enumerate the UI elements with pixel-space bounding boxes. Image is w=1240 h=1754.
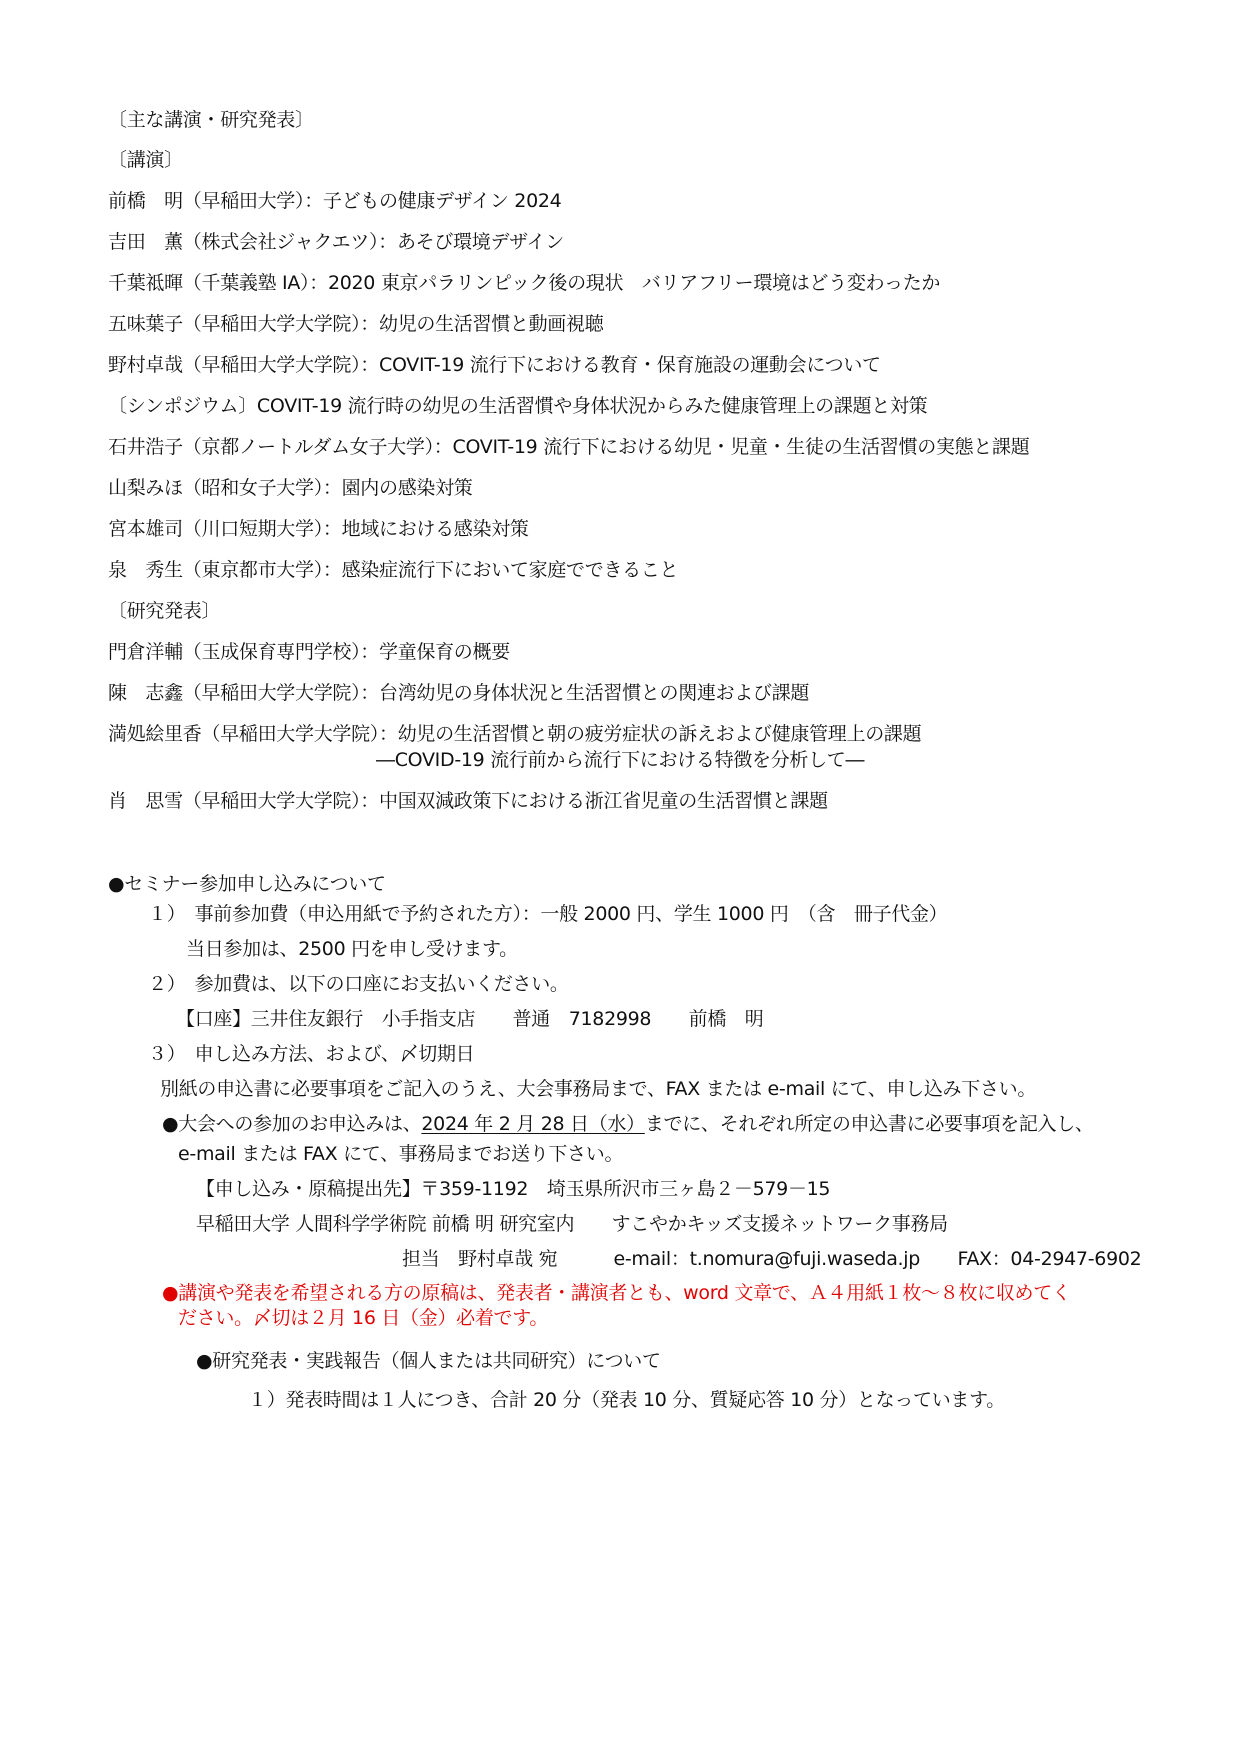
deadline-notice bbox=[162, 1112, 1094, 1136]
lecture-item: 前橋 明（早稲田大学）：子どもの健康デザイン 2024 bbox=[108, 190, 562, 212]
lecture-item: 吉田 薫（株式会社ジャクエツ）：あそび環境デザイン bbox=[108, 231, 564, 253]
research-item: 肖 思雪（早稲田大学大学院）：中国双減政策下における浙江省児童の生活習慣と課題 bbox=[108, 790, 828, 812]
bank-account: 【口座】三井住友銀行 小手指支店 普通 7182998 前橋 明 bbox=[176, 1008, 764, 1030]
manuscript-notice-line2: ださい。〆切は２月 16 日（金）必着です。 bbox=[178, 1307, 549, 1329]
symposium-talk: 石井浩子（京都ノートルダム女子大学）：COVIT-19 流行下における幼児・児童・生徒の生活習慣の実態と課題 bbox=[108, 436, 1030, 458]
seminar-item-1: １） 事前参加費（申込用紙で予約された方）：一般 2000 円、学生 1000 円 （含 冊子代金） bbox=[148, 903, 948, 925]
research-item-subtitle: ―COVID-19 流行前から流行下における特徴を分析して― bbox=[376, 749, 865, 771]
report-item-1: １）発表時間は１人につき、合計 20 分（発表 10 分、質疑応答 10 分）となっています。 bbox=[248, 1389, 1006, 1411]
seminar-item-2: ２） 参加費は、以下の口座にお支払いください。 bbox=[148, 973, 569, 995]
office-name: 早稲田大学 人間科学学術院 前橋 明 研究室内 すこやかキッズ支援ネットワーク事務局 bbox=[196, 1213, 948, 1235]
seminar-heading: ●セミナー参加申し込みについて bbox=[108, 873, 386, 895]
symposium-header: 〔シンポジウム〕COVIT-19 流行時の幼児の生活習慣や身体状況からみた健康管理上の課題と対策 bbox=[108, 395, 928, 417]
lecture-item: 五味葉子（早稲田大学大学院）：幼児の生活習慣と動画視聴 bbox=[108, 313, 604, 335]
symposium-talk: 宮本雄司（川口短期大学）：地域における感染対策 bbox=[108, 518, 529, 540]
research-header: 〔研究発表〕 bbox=[108, 600, 221, 622]
deadline-notice-line2: e-mail または FAX にて、事務局までお送り下さい。 bbox=[178, 1143, 624, 1165]
seminar-item-3-note: 別紙の申込書に必要事項をご記入のうえ、大会事務局まで、FAX または e-mail にて、申し込み下さい。 bbox=[160, 1078, 1037, 1100]
contact-info: 担当 野村卓哉 宛 e-mail：t.nomura@fuji.waseda.jp FAX：04-2947-6902 bbox=[402, 1248, 1142, 1270]
manuscript-notice: ●講演や発表を希望される方の原稿は、発表者・講演者とも、word 文章で、Ａ４用紙１枚～８枚に収めてく bbox=[162, 1282, 1071, 1304]
research-item: 陳 志鑫（早稲田大学大学院）：台湾幼児の身体状況と生活習慣との関連および課題 bbox=[108, 682, 810, 704]
main-section-header: 〔主な講演・研究発表〕 bbox=[108, 109, 314, 131]
report-heading: ●研究発表・実践報告（個人または共同研究）について bbox=[196, 1350, 661, 1372]
submission-address: 【申し込み・原稿提出先】〒359-1192 埼玉県所沢市三ヶ島２－579－15 bbox=[196, 1178, 831, 1200]
lecture-item: 千葉祗暉（千葉義塾 IA）：2020 東京パラリンピック後の現状 バリアフリー環境はどう変わったか bbox=[108, 272, 941, 294]
research-item: 門倉洋輔（玉成保育専門学校）：学童保育の概要 bbox=[108, 641, 510, 663]
deadline-prefix: ●大会への参加のお申込みは、 bbox=[162, 1113, 422, 1135]
lectures-header: 〔講演〕 bbox=[108, 149, 183, 171]
seminar-item-1-note: 当日参加は、2500 円を申し受けます。 bbox=[186, 938, 518, 960]
deadline-suffix: までに、それぞれ所定の申込書に必要事項を記入し、 bbox=[644, 1113, 1094, 1135]
deadline-date: 2024 年 2 月 28 日（水） bbox=[421, 1113, 645, 1135]
symposium-talk: 泉 秀生（東京都市大学）：感染症流行下において家庭でできること bbox=[108, 559, 679, 581]
seminar-item-3: ３） 申し込み方法、および、〆切期日 bbox=[148, 1043, 475, 1065]
symposium-talk: 山梨みほ（昭和女子大学）：園内の感染対策 bbox=[108, 477, 473, 499]
lecture-item: 野村卓哉（早稲田大学大学院）：COVIT-19 流行下における教育・保育施設の運動会について bbox=[108, 354, 881, 376]
research-item: 満処絵里香（早稲田大学大学院）：幼児の生活習慣と朝の疲労症状の訴えおよび健康管理上の課題 bbox=[108, 723, 922, 745]
